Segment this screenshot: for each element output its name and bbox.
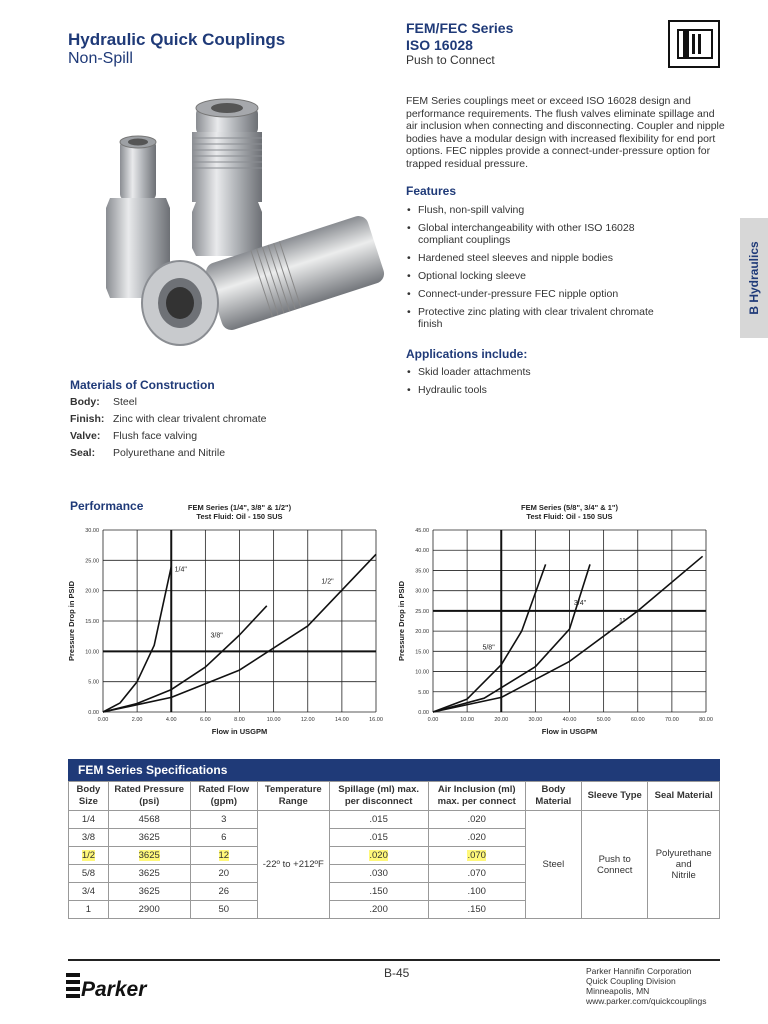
- highlight-mark: .020: [369, 850, 388, 861]
- y-tick-label: 30.00: [85, 528, 99, 534]
- col-header: Body Size: [69, 782, 109, 811]
- x-tick-label: 80.00: [699, 717, 713, 723]
- page-number: B-45: [384, 966, 410, 980]
- applications-list: [406, 366, 656, 402]
- x-tick-label: 10.00: [460, 717, 475, 723]
- y-tick-label: 5.00: [418, 689, 429, 696]
- table-row: [69, 811, 720, 829]
- cell-spillage: .015: [329, 811, 428, 829]
- cell-pressure: [108, 847, 190, 865]
- series-label: 1/4": [174, 566, 187, 574]
- cell-air: .020: [428, 829, 525, 847]
- section-tab[interactable]: [740, 218, 768, 338]
- pressure-drop-chart-large: [390, 500, 720, 745]
- address-line: Minneapolis, MN: [586, 986, 650, 996]
- y-tick-label: 45.00: [415, 528, 429, 534]
- series-label: 1/2": [321, 578, 334, 586]
- y-axis-label: Pressure Drop in PSID: [397, 580, 406, 662]
- materials-key: Valve:: [70, 430, 101, 442]
- materials-key: Body:: [70, 396, 100, 408]
- cell-spillage: [329, 847, 428, 865]
- chart-subtitle: Test Fluid: Oil - 150 SUS: [196, 512, 283, 521]
- materials-list: [70, 396, 266, 464]
- y-tick-label: 0.00: [418, 710, 429, 716]
- highlight-mark: 1/2: [81, 850, 96, 861]
- col-header: Rated Pressure (psi): [108, 782, 190, 811]
- x-tick-label: 14.00: [334, 717, 349, 723]
- y-tick-label: 0.00: [88, 710, 99, 716]
- seal-line: Polyurethane: [655, 848, 712, 859]
- col-header: Sleeve Type: [581, 782, 647, 811]
- series-label: 3/8": [210, 632, 223, 640]
- series-line: [103, 606, 267, 712]
- x-tick-label: 0.00: [97, 717, 109, 723]
- coupling-section-icon: [668, 20, 720, 68]
- cell-size: 3/4: [69, 883, 109, 901]
- col-header: Temperature Range: [258, 782, 330, 811]
- footer-divider: [68, 959, 720, 961]
- cell-size: 1/4: [69, 811, 109, 829]
- cell-flow: 6: [190, 829, 257, 847]
- cell-size: 3/8: [69, 829, 109, 847]
- list-item: • Optional locking sleeve: [406, 270, 656, 282]
- y-tick-label: 30.00: [415, 588, 429, 595]
- cell-size: [69, 847, 109, 865]
- chart-subtitle: Test Fluid: Oil - 150 SUS: [526, 512, 613, 521]
- cell-spillage: .015: [329, 829, 428, 847]
- cell-flow: 20: [190, 865, 257, 883]
- series-line: [433, 564, 546, 712]
- list-item: • Global interchangeability with other ISO 16028 compliant couplings: [406, 222, 656, 246]
- sleeve-line: Connect: [596, 864, 633, 876]
- series-standard: ISO 16028: [406, 37, 473, 53]
- list-item: • Protective zinc plating with clear trivalent chromate finish: [406, 306, 656, 330]
- x-tick-label: 4.00: [165, 717, 177, 723]
- materials-key: Finish:: [70, 413, 105, 425]
- x-tick-label: 0.00: [427, 717, 439, 723]
- x-axis-label: Flow in USGPM: [211, 727, 268, 736]
- materials-value: Polyurethane and Nitrile: [113, 447, 226, 459]
- cell-air: .100: [428, 883, 525, 901]
- chart-title: FEM Series (5/8", 3/4" & 1"): [521, 503, 618, 512]
- y-tick-label: 15.00: [415, 649, 429, 656]
- materials-value: Zinc with clear trivalent chromate: [113, 413, 267, 425]
- cell-size: 1: [69, 901, 109, 919]
- list-item: • Hydraulic tools: [406, 384, 656, 396]
- x-tick-label: 10.00: [266, 717, 281, 723]
- pressure-drop-chart-small: [60, 500, 390, 745]
- y-tick-label: 25.00: [85, 558, 99, 565]
- x-axis-label: Flow in USGPM: [541, 727, 598, 736]
- series-label: 1": [618, 618, 626, 626]
- y-tick-label: 40.00: [415, 548, 429, 555]
- cell-pressure: 2900: [108, 901, 190, 919]
- cell-air: .020: [428, 811, 525, 829]
- svg-text:Parker: Parker: [81, 978, 147, 1001]
- y-axis-label: Pressure Drop in PSID: [67, 580, 76, 662]
- y-tick-label: 10.00: [85, 649, 99, 656]
- address-link[interactable]: www.parker.com/quickcouplings: [586, 996, 707, 1006]
- series-name: FEM/FEC Series: [406, 20, 514, 36]
- cell-air: [428, 847, 525, 865]
- cell-flow: 50: [190, 901, 257, 919]
- address-line: Parker Hannifin Corporation: [586, 966, 692, 976]
- col-header: Seal Material: [648, 782, 720, 811]
- section-tab-label: B Hydraulics: [747, 241, 761, 315]
- materials-row: [70, 447, 266, 464]
- y-tick-label: 10.00: [415, 669, 429, 676]
- list-item: • Connect-under-pressure FEC nipple option: [406, 288, 656, 300]
- chart-title: FEM Series (1/4", 3/8" & 1/2"): [187, 503, 292, 512]
- materials-heading: Materials of Construction: [70, 378, 215, 392]
- company-address: [586, 966, 706, 1006]
- cell-flow: [190, 847, 257, 865]
- cell-body-material: Steel: [525, 811, 581, 919]
- materials-value: Steel: [113, 396, 137, 408]
- y-tick-label: 20.00: [85, 588, 99, 595]
- y-tick-label: 25.00: [415, 608, 429, 615]
- specifications-table: [68, 759, 720, 919]
- cell-flow: 3: [190, 811, 257, 829]
- highlight-mark: 12: [218, 850, 230, 861]
- highlight-mark: .070: [467, 850, 486, 861]
- cell-pressure: 3625: [108, 883, 190, 901]
- cell-spillage: .150: [329, 883, 428, 901]
- x-tick-label: 2.00: [131, 717, 143, 723]
- list-item: • Hardened steel sleeves and nipple bodies: [406, 252, 656, 264]
- x-tick-label: 60.00: [630, 717, 645, 723]
- x-tick-label: 50.00: [596, 717, 611, 723]
- col-header: Spillage (ml) max. per disconnect: [329, 782, 428, 811]
- parker-logo[interactable]: [66, 970, 160, 1002]
- cell-flow: 26: [190, 883, 257, 901]
- cell-spillage: .030: [329, 865, 428, 883]
- features-list: [406, 204, 656, 336]
- col-header: Air Inclusion (ml) max. per connect: [428, 782, 525, 811]
- x-tick-label: 40.00: [562, 717, 577, 723]
- features-heading: Features: [406, 184, 457, 198]
- col-header: Body Material: [525, 782, 581, 811]
- performance-heading: Performance: [70, 499, 144, 513]
- list-item: • Skid loader attachments: [406, 366, 656, 378]
- x-tick-label: 16.00: [369, 717, 383, 723]
- y-tick-label: 35.00: [415, 568, 429, 575]
- cell-spillage: .200: [329, 901, 428, 919]
- series-subheading: Push to Connect: [406, 53, 495, 67]
- highlight-mark: 3625: [138, 850, 160, 861]
- seal-line: and: [675, 859, 692, 870]
- y-tick-label: 15.00: [85, 619, 99, 625]
- list-item: • Flush, non-spill valving: [406, 204, 656, 216]
- seal-line: Nitrile: [671, 870, 696, 881]
- materials-row: [70, 396, 266, 413]
- cell-temperature: -22º to +212ºF: [258, 811, 330, 919]
- cell-pressure: 3625: [108, 829, 190, 847]
- coupling-product-photo: [100, 98, 385, 373]
- y-tick-label: 5.00: [88, 679, 99, 686]
- cell-pressure: 4568: [108, 811, 190, 829]
- cell-air: .070: [428, 865, 525, 883]
- product-description: FEM Series couplings meet or exceed ISO 16028 design and performance requirements. The flush valves eliminate spillage and air inclusion when connecting and disconnecting. Coupler and nipple bodies have a modular design with increased flexibility for end port options. FEC nipples provide a connect-under-pressure option for trapped residual pressure.: [406, 95, 725, 170]
- address-line: Quick Coupling Division: [586, 976, 676, 986]
- x-tick-label: 20.00: [494, 717, 509, 723]
- cell-seal-material: [648, 811, 720, 919]
- cell-pressure: 3625: [108, 865, 190, 883]
- x-tick-label: 6.00: [200, 717, 211, 723]
- y-tick-label: 20.00: [415, 629, 429, 636]
- col-header: Rated Flow (gpm): [190, 782, 257, 811]
- series-label: 5/8": [482, 644, 495, 652]
- page-title: Hydraulic Quick Couplings: [68, 30, 286, 49]
- cell-air: .150: [428, 901, 525, 919]
- materials-row: [70, 430, 266, 447]
- specifications-title: FEM Series Specifications: [68, 759, 720, 781]
- series-line: [433, 564, 590, 712]
- series-label: 3/4": [573, 599, 587, 607]
- series-line: [433, 556, 703, 712]
- x-tick-label: 8.00: [234, 717, 245, 723]
- cell-size: 5/8: [69, 865, 109, 883]
- materials-value: Flush face valving: [113, 430, 198, 442]
- cell-sleeve-type: [581, 811, 647, 919]
- materials-key: Seal:: [70, 447, 96, 459]
- x-tick-label: 70.00: [664, 717, 679, 723]
- series-heading: [406, 20, 513, 54]
- x-tick-label: 12.00: [300, 717, 315, 723]
- page-subtitle: Non-Spill: [68, 50, 133, 67]
- applications-heading: Applications include:: [406, 347, 528, 361]
- materials-row: [70, 413, 266, 430]
- x-tick-label: 30.00: [528, 717, 543, 723]
- sleeve-line: Push to: [598, 853, 631, 865]
